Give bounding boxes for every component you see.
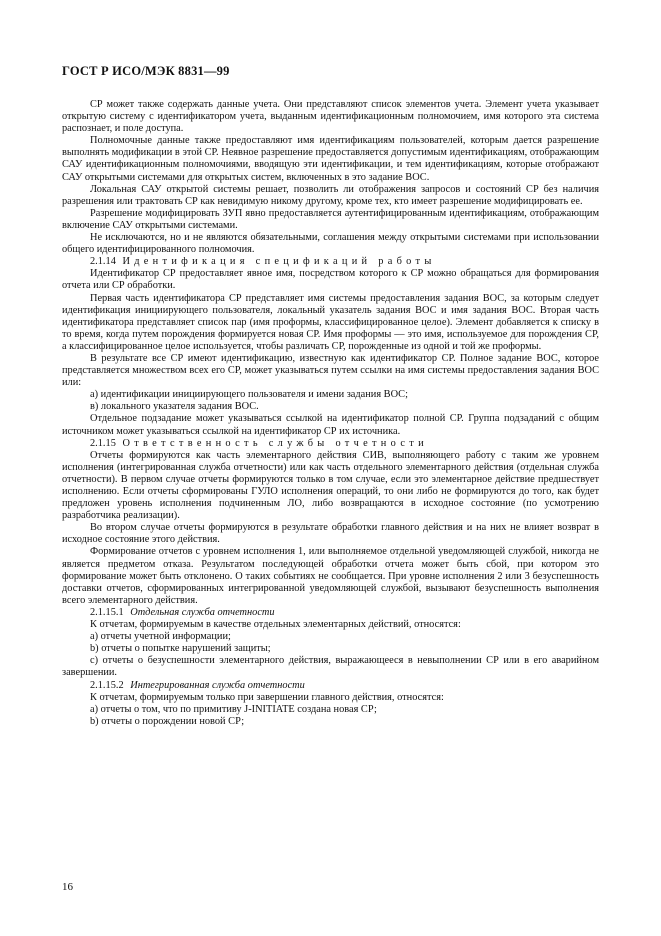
section-number: 2.1.15 [90, 437, 116, 449]
section-title: Ответственность службы отчетности [122, 437, 428, 449]
page-number: 16 [62, 881, 73, 893]
section-number: 2.1.14 [90, 256, 116, 268]
list-item: а) отчеты о том, что по примитиву J-INITIATE создана новая СР; [90, 703, 377, 715]
section-heading-2-1-15-1 [62, 607, 599, 619]
section-heading-2-1-15 [62, 438, 599, 450]
paragraph: Полномочные данные также предоставляют имя идентификациям пользователей, которым дается разрешение выполнять модификации в этой СР. Неявное разрешение предоставляется допустимым идентификациям, отображающим САУ идентификационным полномочиями, вводящую эти идентификации, и тем идентификациям, которые отображают САУ открытыми системами для открытых систем, включенных в это задание ВОС. [62, 135, 599, 183]
list-item: b) отчеты о попытке нарушений защиты; [90, 643, 271, 655]
paragraph: К отчетам, формируемым только при завершении главного действия, относятся: [90, 691, 444, 703]
paragraph: Локальная САУ открытой системы решает, позволить ли отображения запросов и состояний СР без наличия разрешения или трактовать СР как невидимую никому другому, кроме тех, кто имеет разрешение модифицировать ее. [62, 183, 599, 207]
section-number: 2.1.15.1 [90, 606, 124, 618]
section-heading-2-1-15-2 [62, 680, 599, 692]
paragraph: Не исключаются, но и не являются обязательными, соглашения между открытыми системами при использовании общего идентифицированного полномочия. [62, 232, 599, 256]
list-item: а) отчеты учетной информации; [90, 631, 231, 643]
paragraph: Идентификатор СР предоставляет явное имя, посредством которого к СР можно обращаться для формирования отчета или СР обработки. [62, 268, 599, 292]
document-header: ГОСТ Р ИСО/МЭК 8831—99 [62, 64, 230, 78]
list-item: в) локального указателя задания ВОС. [90, 401, 259, 413]
paragraph: Первая часть идентификатора СР представляет имя системы предоставления задания ВОС, за которым следует идентификация инициирующего пользователя, локальный указатель задания ВОС и имя задания ВОС. Вторая часть идентификатора представляет список пар (имя проформы, классифицированное целое). Элемент добавляется к списку в то время, когда путем порождения формируется новая СР. Имя проформы — это имя, используемое для порождения СР, а классифицированное целое используется, чтобы различать СР, порожденные из одной и той же проформы. [62, 292, 599, 352]
paragraph: Формирование отчетов с уровнем исполнения 1, или выполняемое отдельной уведомляющей службой, никогда не является предметом отказа. Результатом последующей обработки отчета может быть сбой, при котором это формирование может быть отклонено. О таких событиях не сообщается. При уровне исполнения 2 или 3 безуспешность доставки отчетов, сформированных интегрированной уведомляющей службой, вызывают безуспешность выполнения всего элементарного действия. [62, 546, 599, 606]
section-title: Интегрированная служба отчетности [130, 679, 305, 691]
paragraph: Отдельное подзадание может указываться ссылкой на идентификатор полной СР. Группа подзаданий с общим источником может указываться ссылкой на идентификатор СР их источника. [62, 413, 599, 437]
section-title: Отдельная служба отчетности [130, 606, 275, 618]
list-item: а) идентификации инициирующего пользователя и имени задания ВОС; [90, 389, 408, 401]
section-title: Идентификация спецификаций работы [122, 256, 436, 268]
list-item: с) отчеты о безуспешности элементарного действия, выражающееся в невыполнении СР или в его аварийном завершении. [62, 655, 599, 679]
paragraph: Разрешение модифицировать ЗУП явно предоставляется аутентифицированным идентификациям, отображающим включение САУ открытыми системами. [62, 207, 599, 231]
paragraph: Отчеты формируются как часть элементарного действия СИВ, выполняющего работу с таким же уровнем исполнения (интегрированная служба отчетности) или как часть отдельного элементарного действия (отдельная служба отчетности). В первом случае отчеты формируются только в том случае, если это элементарное действие предшествует исполнению. Если отчеты сформированы ГУЛО исполнения операций, то они либо не формируются до того, как будет предложен уровень исполнения подчиненным ЛО, либо возвращаются в исходное состояние (по усмотрению разработчика реализации). [62, 449, 599, 522]
document-body [62, 99, 599, 728]
paragraph: СР может также содержать данные учета. Они представляют список элементов учета. Элемент учета указывает открытую систему с идентификатором учета, выданным идентификационным полномочием, имя которого эта система распознает, и поле доступа. [62, 99, 599, 135]
section-heading-2-1-14 [62, 256, 599, 268]
paragraph: Во втором случае отчеты формируются в результате обработки главного действия и на них не влияет возврат в исходное состояние этого действия. [62, 522, 599, 546]
paragraph: В результате все СР имеют идентификацию, известную как идентификатор СР. Полное задание ВОС, которое представляется множеством всех его СР, может указываться путем ссылки на имя системы предоставления задания ВОС или: [62, 352, 599, 389]
section-number: 2.1.15.2 [90, 679, 124, 691]
list-item: b) отчеты о порождении новой СР; [90, 715, 245, 727]
paragraph: К отчетам, формируемым в качестве отдельных элементарных действий, относятся: [90, 619, 461, 631]
